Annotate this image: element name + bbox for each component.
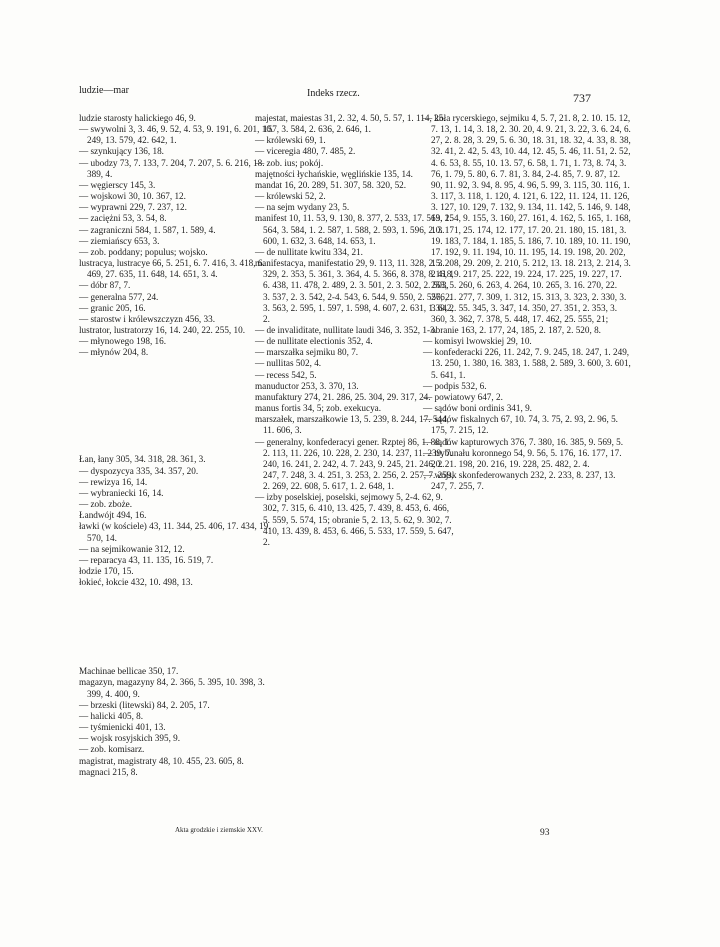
index-entry: — na sejmikowanie 312, 12. — [79, 543, 185, 554]
index-entry: — wojsk rosyjskich 395, 9. — [79, 733, 181, 744]
index-entry: lustracya, lustracye 66, 5. 251, 6. 7. 416, 3. 418, 6. 469, 27. 635, 11. 648, 14. 651, 3. 4. — [79, 258, 265, 280]
index-entry: — de nullitate electionis 352, 4. — [255, 336, 373, 347]
index-entry: mandat 16, 20. 289, 51. 307, 58. 320, 52. — [255, 179, 407, 190]
index-entry: — wyprawni 229, 7. 237, 12. — [79, 202, 187, 213]
index-entry: — szynkujący 136, 18. — [79, 146, 164, 157]
index-entry: — viceregia 480, 7. 485, 2. — [255, 146, 356, 157]
running-head: ludzie—mar — [79, 85, 129, 96]
index-entry: — młynów 204, 8. — [79, 347, 149, 358]
index-entry: — generalna 577, 24. — [79, 291, 159, 302]
index-entry: łodzie 170, 15. — [79, 566, 134, 576]
index-entry: manifest 10, 11. 53, 9. 130, 8. 377, 2. 533, 17. 563, 2. 564, 3. 584, 1. 2. 587, 1. 588, 2. 593, 1. 596, 2. 3. 600, 1. 632, 3. 648, 14. 653, 1. — [255, 213, 452, 246]
index-entry: — zaciężni 53, 3. 54, 8. — [79, 213, 167, 224]
index-entry: — sądów kapturowych 376, 7. 380, 16. 385, 9. 569, 5. — [423, 436, 624, 447]
index-entry: — sądów fiskalnych 67, 10. 74, 3. 75, 2. 93, 2. 96, 5. 175, 7. 215, 12. — [423, 414, 618, 436]
index-entry: — reparacya 43, 11. 135, 16. 519, 7. — [79, 554, 214, 565]
index-entry: — konfederacki 226, 11. 242, 7. 9. 245, 18. 247, 1. 249, 13. 250, 1. 380, 16. 383, 1. 588, 2. 589, 3. 600, 3. 601, 5. 641, 1. — [423, 347, 631, 380]
index-entry: Łandwójt 494, 16. — [79, 510, 147, 521]
index-entry: — królewski 52, 2. — [255, 191, 326, 202]
index-entry: — sądów boni ordinis 341, 9. — [423, 403, 532, 414]
index-entry: manufaktury 274, 21. 286, 25. 304, 29. 317, 24. — [255, 391, 431, 402]
index-entry: — trybunału koronnego 54, 9. 56, 5. 176, 16. 177, 17. 20. 21. 198, 20. 216, 19. 228, 25. 482, 2. 4. — [423, 447, 622, 469]
index-entry: majestat, maiestas 31, 2. 32, 4. 50, 5. 57, 1. 114, 25. 157, 3. 584, 2. 636, 2. 646, 1. — [255, 113, 446, 135]
index-column-1 — [79, 113, 281, 778]
index-entry: Machinae bellicae 350, 17. — [79, 666, 179, 677]
index-entry: — granic 205, 16. — [79, 302, 146, 313]
sheet-number: 93 — [540, 828, 550, 838]
index-entry: magazyn, magazyny 84, 2. 366, 5. 395, 10. 398, 3. 399, 4. 400, 9. — [79, 677, 265, 699]
index-entry: manus fortis 34, 5; zob. exekucya. — [255, 403, 382, 414]
index-entry: — zagraniczni 584, 1. 587, 1. 589, 4. — [79, 224, 216, 235]
index-entry: — nullitas 502, 4. — [255, 358, 322, 369]
index-entry: — de nullitate kwitu 334, 21. — [255, 246, 363, 257]
index-entry: manuductor 253, 3. 370, 13. — [255, 380, 359, 391]
index-entry: — izby poselskiej, poselski, sejmowy 5, 2-4. 62, 9. 302, 7. 315, 6. 410, 13. 425, 7. 439, 8. 453, 6. 466, 5. 559, 5. 574, 15; obranie 5, 2. 13, 5. 62, 9. 302, 7. 410, 13. 439, 8. 453, 6. 466, 5. 533, 17. 559, 5. 647, 2. — [255, 492, 454, 547]
index-entry: magnaci 215, 8. — [79, 766, 138, 777]
index-entry: — zob. zboże. — [79, 499, 133, 510]
index-entry: manifestacya, manifestatio 29, 9. 113, 11. 328, 2. 3. 329, 2. 353, 5. 361, 3. 364, 4. 5. 366, 8. 378, 8. 418, 6. 438, 11. 478, 2. 489, 2. 3. 501, 2. 3. 502, 2. 503, 3. 537, 2. 3. 542, 2-4. 543, 6. 544, 9. 550, 2. 556, 2. 3. 563, 2. 595, 1. 597, 1. 598, 4. 607, 2. 631, 1. 642, 2. — [255, 258, 454, 324]
index-entry: — dyspozycya 335, 34. 357, 20. — [79, 465, 199, 476]
index-column-3 — [423, 113, 633, 492]
index-entry: — wybraniecki 16, 14. — [79, 487, 164, 498]
printer-signature: Akta grodzkie i ziemskie XXV. — [175, 826, 263, 834]
index-entry: — zob. komisarz. — [79, 744, 145, 755]
index-entry: — zob. poddany; populus; wojsko. — [79, 246, 208, 257]
index-entry: — wojskowi 30, 10. 367, 12. — [79, 191, 186, 202]
index-entry: — generalny, konfederacyi gener. Rzptej 86, 1. 88, 1. 2. 113, 11. 226, 10. 228, 2. 230, 14. 237, 11. 239, 7. 240, 16. 241, 2. 242, 4. 7. 243, 9. 245, 21. 246, 2. 247, 7. 248, 3. 4. 251, 3. 253, 2. 256, 2. 257, 7. 259, 2. 269, 22. 608, 5. 617, 1. 2. 648, 1. — [255, 436, 454, 492]
index-entry: — rewizya 16, 14. — [79, 476, 148, 487]
index-entry: Łan, łany 305, 34. 318, 28. 361, 3. — [79, 454, 206, 465]
index-entry: — starostw i królewszczyzn 456, 33. — [79, 313, 215, 324]
index-entry: — dóbr 87, 7. — [79, 280, 131, 291]
index-entry: — młynowego 198, 16. — [79, 336, 167, 347]
index-entry: — ubodzy 73, 7. 133, 7. 204, 7. 207, 5. 6. 216, 18. 389, 4. — [79, 157, 265, 179]
index-entry: — węgierscy 145, 3. — [79, 179, 156, 190]
index-entry: łokieć, łokcie 432, 10. 498, 13. — [79, 577, 193, 588]
index-entry: — ziemiańscy 653, 3. — [79, 235, 160, 246]
index-entry: — brzeski (litewski) 84, 2. 205, 17. — [79, 699, 210, 710]
index-entry: — wojsk skonfederowanych 232, 2. 233, 8. 237, 13. 247, 7. 255, 7. — [423, 470, 616, 492]
index-entry: lustrator, lustratorzy 16, 14. 240, 22. 255, 10. — [79, 324, 246, 335]
index-entry: majętności łychańskie, węglińskie 135, 14. — [255, 168, 413, 179]
index-entry: — królewski 69, 1. — [255, 135, 326, 146]
page-number: 737 — [573, 91, 591, 105]
index-entry: — tyśmienicki 401, 13. — [79, 722, 166, 733]
index-entry: — marszałka sejmiku 80, 7. — [255, 347, 359, 358]
index-entry: marszałek, marszałkowie 13, 5. 239, 8. 244, 17. 544, 11. 606, 3. — [255, 414, 449, 436]
index-entry: — zob. ius; pokój. — [255, 157, 324, 168]
index-title: Indeks rzecz. — [307, 88, 360, 99]
index-entry: — koła rycerskiego, sejmiku 4, 5. 7, 21. 8, 2. 10. 15. 12, 7. 13, 1. 14, 3. 18, 2. 30. 20, 4. 9. 21, 3. 22, 3. 6. 24, 6. 27, 2. 8. 28, 3. 29, 5. 6. 30, 18. 31, 18. 32, 4. 33, 8. 38, 32. 41, 2. 42, 5. 43, 10. 44, 12. 45, 5. 46, 11. 51, 2. 52, 4. 6. 53, 8. 55, 10. 13. 57, 6. 58, 1. 71, 1. 73, 8. 74, 3. 76, 1. 79, 5. 80, 6. 7. 81, 3. 84, 2-4. 85, 7. 9. 87, 12. 90, 11. 92, 3. 94, 8. 95, 4. 96, 5. 99, 3. 115, 30. 116, 1. 3. 117, 3. 118, 1. 120, 4. 121, 6. 122, 11. 124, 11. 126, 3. 127, 10. 129, 7. 132, 9. 134, 11. 142, 5. 146, 9. 148, 19. 154, 9. 155, 3. 160, 27. 161, 4. 162, 5. 165, 1. 168, 10. 171, 25. 174, 12. 177, 17. 20. 21. 180, 15. 181, 3. 19. 183, 7. 184, 1. 185, 5. 186, 7. 10. 189, 10. 11. 190, 17. 192, 9. 11. 194, 10. 11. 195, 14. 19. 198, 20. 202, 15. 208, 29. 209, 2. 210, 5. 212, 13. 18. 213, 2. 214, 3. 216, 19. 217, 25. 222, 19. 224, 17. 225, 19. 227, 17. 253, 5. 260, 6. 263, 4. 264, 10. 265, 3. 16. 270, 22. 276, 1. 277, 7. 309, 1. 312, 15. 313, 3. 323, 2. 330, 3. 339, 2. 55. 345, 3. 347, 14. 350, 27. 351, 2. 353, 3. 360, 3. 362, 7. 378, 5. 448, 17. 462, 25. 555, 21; obranie 163, 2. 177, 24, 185, 2. 187, 2. 520, 8. — [423, 113, 631, 335]
index-entry: — na sejm wydany 23, 5. — [255, 202, 350, 213]
index-entry: — halicki 405, 8. — [79, 710, 144, 721]
index-entry: — komisyi lwowskiej 29, 10. — [423, 336, 532, 347]
index-entry: — de invaliditate, nullitate laudi 346, 3. 352, 1-3. — [255, 324, 437, 335]
index-entry: ławki (w kościele) 43, 11. 344, 25. 406, 17. 434, 19. 570, 14. — [79, 521, 271, 543]
index-entry: — podpis 532, 6. — [423, 380, 487, 391]
index-entry: — recess 542, 5. — [255, 369, 317, 380]
index-entry: ludzie starosty halickiego 46, 9. — [79, 113, 196, 123]
index-entry: — powiatowy 647, 2. — [423, 391, 503, 402]
index-entry: magistrat, magistraty 48, 10. 455, 23. 605, 8. — [79, 755, 244, 766]
index-entry: — swywolni 3, 3. 46, 9. 52, 4. 53, 9. 191, 6. 201, 10. 249, 13. 579, 42. 642, 1. — [79, 124, 274, 146]
